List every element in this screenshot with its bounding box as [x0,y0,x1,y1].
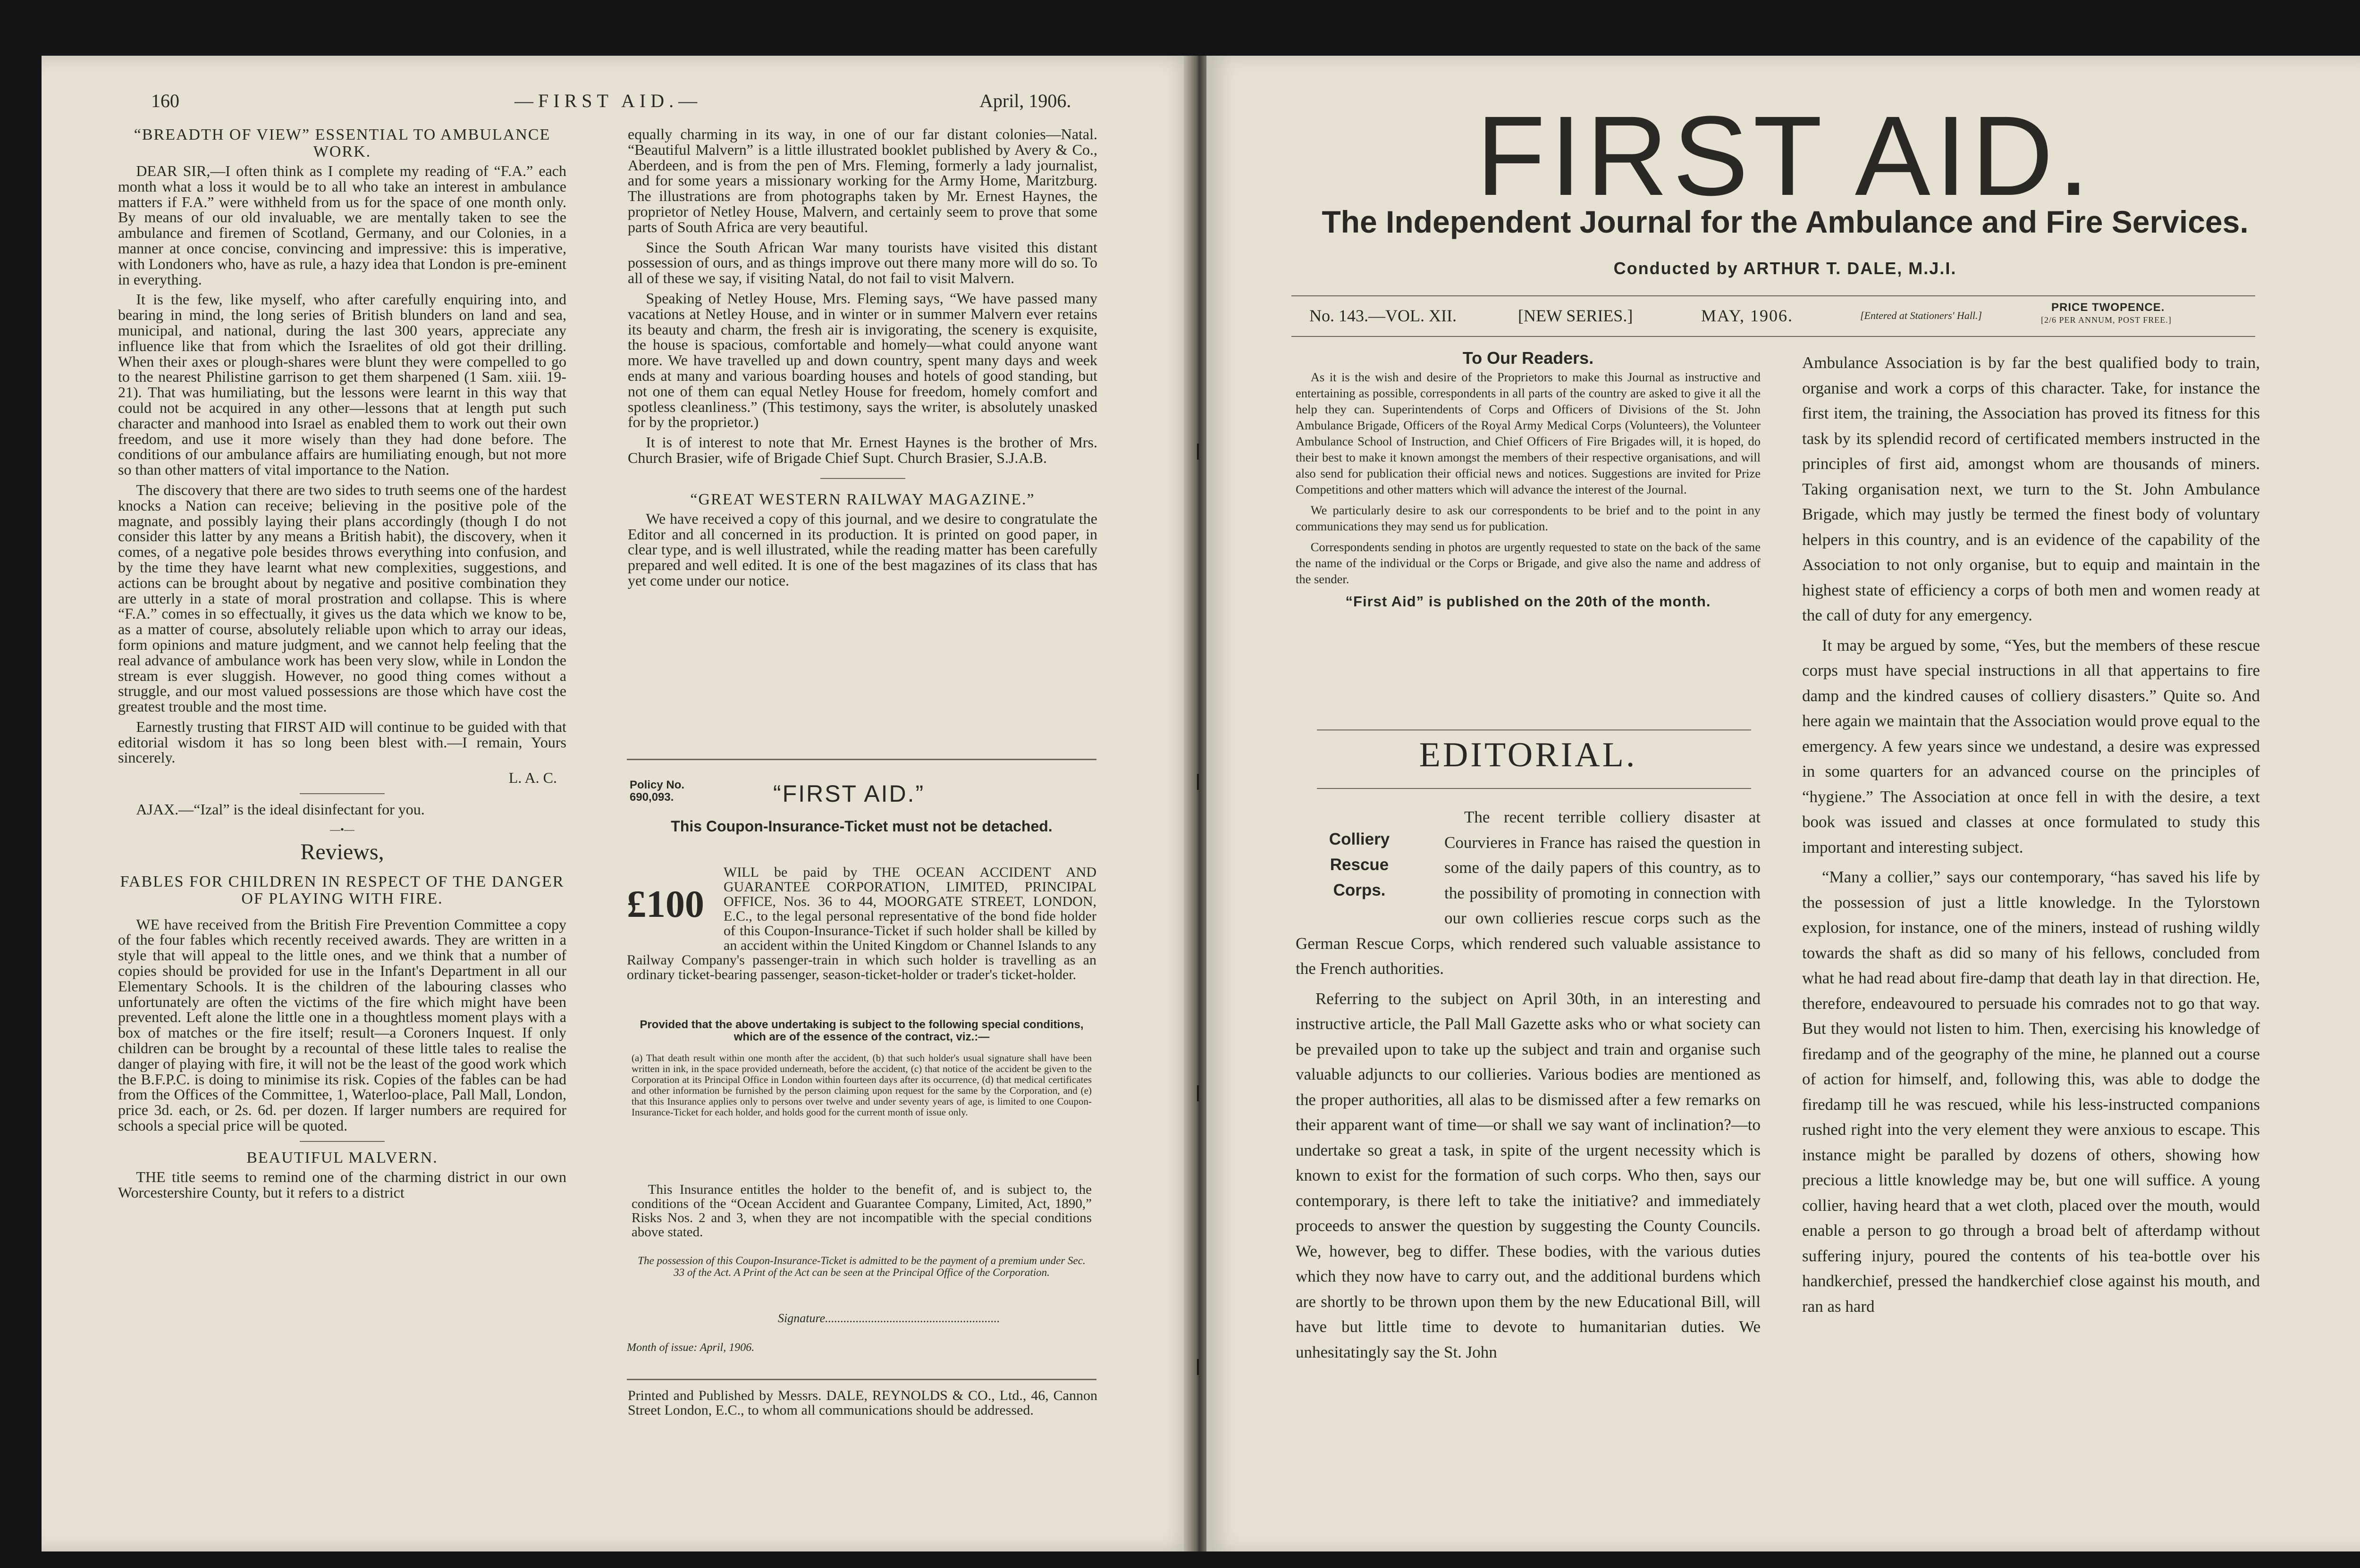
readers-paragraph: We particularly desire to ask our correspondents to be brief and to the point in any communications they may send us for publication. [1296,503,1761,533]
letter-signature: L. A. C. [508,769,557,787]
letter-paragraph: DEAR SIR,—I often think as I complete my reading of “F.A.” each month what a loss it would be to all who take an interest in ambulance matters if F.A.” were withheld from us for the space of one month only. By means of our old invaluable, we are mentally taken to see the ambulance and firemen of Scotland, Germany, and our Colonies, in a manner at once concise, convincing and impressive: this is imperative, with Londoners who, have as rule, a hazy idea that London is pre-eminent in everything. [118,162,566,288]
readers-notice [1296,350,1761,610]
divider [1317,729,1751,730]
amount-space [627,865,724,940]
editorial-column-2 [1802,350,2260,1324]
gwr-title: “GREAT WESTERN RAILWAY MAGAZINE.” [690,490,1035,508]
issue-month: MAY, 1906. [1701,306,1794,325]
conditions-heading: Provided that the above undertaking is subject to the following special conditions, which are of the essence of the contract, viz.:— [640,1018,1084,1043]
masthead-title: FIRST AID. [1476,92,2094,219]
running-title: —FIRST AID.— [514,90,702,111]
coupon-title: “FIRST AID.” [773,780,925,807]
coupon-amount: £100 [627,882,704,925]
letter-title: “BREADTH OF VIEW” ESSENTIAL TO AMBULANCE WORK. [134,126,551,160]
side-heading-line: Colliery [1329,830,1390,848]
side-heading-space [1296,805,1444,927]
month-of-issue: Month of issue: April, 1906. [627,1342,755,1354]
issue-entered: [Entered at Stationers' Hall.] [1860,310,1982,321]
malvern-title: BEAUTIFUL MALVERN. [246,1149,438,1166]
editorial-paragraph: Referring to the subject on April 30th, in an interesting and instructive article, the Pall Mall Gazette asks who or what society can be prevailed upon to take up the subject and train and organise such valuable adjuncts to our collieries. Various bodies are mentioned as the proper authorities, all alas to be dismissed after a few remarks on their apparent want of time—or shall we say want of inclination?—to undertake so great a task, in spite of the urgent necessity which is known to exist for the formation of such corps. Who then, says our contemporary, is there left to take the initiative? and immediately proceeds to answer the question by suggesting the County Councils. We, however, beg to differ. These bodies, with the various duties which they now have to carry out, and the additional burdens which are shortly to be thrown upon them by the new Educational Bill, will have but little time to devote to humanitarian duties. We unhesitatingly say the St. John [1296,989,1761,1361]
divider [1317,788,1751,789]
letter-paragraph: Earnestly trusting that FIRST AID will continue to be guided with that editorial wisdom it has so long been blest with.—I remain, Yours sincerely. [118,718,566,766]
editorial-heading: EDITORIAL. [1419,736,1637,774]
page-number: 160 [151,90,179,111]
fables-title: FABLES FOR CHILDREN IN RESPECT OF THE DANGER OF PLAYING WITH FIRE. [120,872,565,907]
readers-paragraph: As it is the wish and desire of the Proprietors to make this Journal as instructive and entertaining as possible, correspondents in all parts of the country are asked to give it all the help they can. Superintendents of Corps and Officers of Divisions of the St. John Ambulance Brigade, Officers of the Royal Army Medical Corps (Volunteers), the Volunteer Ambulance School of Instruction, and Chief Officers of Fire Brigades will, it is hoped, do their best to make it known amongst the members of their respective organisations, and will also send for publication their official news and notices. Suggestions are invited for Prize Competitions and other matters which will advance the interest of the Journal. [1296,370,1761,496]
binding-stitch [1193,1085,1203,1101]
signature-line: Signature......................................................... [778,1311,1000,1325]
editorial-paragraph: “Many a collier,” says our contemporary, “has saved his life by the possession of just a little knowledge. In the Tylorstown explosion, for instance, one of the miners, instead of rushing wildly towards the shaft as did so many of his fellows, concluded from what he had read about fire-damp that death lay in that direction. He, therefore, endeavoured to persuade his comrades not to go that way. But they would not listen to him. Then, exercising his knowledge of firedamp and of the geography of the mine, he planned out a course of action for himself, and, following this, was able to dodge the firedamp till he was rescued, while his less-instructed companions rushed right into the very element they were anxious to escape. This instance might be paralled by dozens of others, showing how precious a little knowledge may be, but one will suffice. A young collier, having heard that a wet cloth, placed over the mouth, would enable a person to go through a broad belt of afterdamp without suffering injury, poured the contents of his tea-bottle over his handkerchief, pressed the handkerchief close against his mouth, and ran as hard [1802,868,2260,1316]
divider [820,478,905,479]
insurance-coupon [627,759,1096,1380]
published-note: “First Aid” is published on the 20th of the month. [1345,593,1711,610]
conducted-by: Conducted by ARTHUR T. DALE, M.J.I. [1613,259,1957,278]
side-heading-line: Corps. [1333,881,1386,899]
issue-price: PRICE TWOPENCE. [2051,301,2165,314]
coupon-body-wrap [627,865,1096,982]
page-date: April, 1906. [979,90,1071,111]
conditions-text: (a) That death result within one month after the accident, (b) that such holder's usual signature shall have been written in ink, in the space provided underneath, before the accident, (c) that notice of the accident be given to the Corporation at its Principal Office in London within fourteen days after its occurrence, (d) that medical certificates and other information be furnished by the person claiming upon request for the same by the Corporation, and (e) that this Insurance applies only to persons over twelve and under seventy years of age, is limited to one Coupon-Insurance-Ticket for each holder, and holds good for the current month of issue only. [632,1052,1092,1118]
letter-paragraph: The discovery that there are two sides to truth seems one of the hardest knocks a Nation can receive; believing in the positive pole of the magnate, and possibly laying their plans accordingly (though I do not consider this latter by any means a British habit), the discovery, when it comes, of a negative pole besides throws everything into confusion, and by the time they have learnt what new complexities, suggestions, and actions can be brought about by negative and positive combination they are utterly in a state of moral prostration and collapse. This is where “F.A.” comes in so effectually, it gives us the data which we know to be, as a matter of course, absolutely reliable upon which to array our ideas, form opinions and mature judgment, and we cannot help feeling that the real advance of ambulance work has been very slow, while in London the stream is ever sluggish. However, no good thing comes without a struggle, and our most valued possessions are those which have cost the greatest trouble and the most time. [118,481,566,715]
binding-stitch [1193,444,1203,460]
issue-number: No. 143.—VOL. XII. [1309,306,1457,325]
entitles-text: This Insurance entitles the holder to the benefit of, and is subject to, the conditions of the “Ocean Accident and Guarantee Company, Limited, Act, 1890,” Risks Nos. 2 and 3, when they are not incompatible with the special conditions above stated. [632,1182,1092,1240]
fables-text: WE have received from the British Fire Prevention Committee a copy of the four fables which recently received awards. They are written in a style that will appeal to the little ones, and we think that a number of copies should be provided for use in the Infant's Department in all our Elementary Schools. It is the children of the labouring classes who unfortunately are often the victims of the fire which might have been prevented. Left alone the little one in a thoughtless moment plays with a box of matches or the fire itself; result—a Coroners Inquest. If only children can be brought by a recountal of these little tales to realise the danger of playing with fire, it will not be the least of the good work which the B.F.P.C. is doing to minimise its risk. Copies of the fables can be had from the Offices of the Committee, 1, Waterloo-place, Pall Mall, London, price 3d. each, or 2s. 6d. per dozen. If larger numbers are required for schools a special price will be quoted. [118,915,566,1134]
issue-annum: [2/6 PER ANNUM, POST FREE.] [2041,315,2172,325]
editorial-lead: The recent terrible colliery disaster at Courvieres in France has raised the question in some of the daily papers of this country, as to the possibility of promoting in connection with our own collieries rescue corps such as the German Rescue Corps, which rendered such valuable assistance to the French authorities. [1296,808,1761,978]
issue-series: [NEW SERIES.] [1518,306,1633,325]
binding-stitch [1193,774,1203,790]
readers-paragraph: Correspondents sending in photos are urgently requested to state on the back of the same the name of the individual or the Corps or Brigade, and give also the name and address of the sender. [1296,540,1761,586]
masthead-subtitle: The Independent Journal for the Ambulance and Fire Services. [1322,204,2249,239]
ornament-divider: —•— [330,823,354,835]
policy-label: Policy No. [630,779,685,791]
issue-bar [1291,295,2255,337]
binding-stitch [1193,1359,1203,1375]
gwr-text: We have received a copy of this journal, and we desire to congratulate the Editor and all concerned in its production. It is printed on good paper, in clear type, and is well illustrated, while the reading matter has been carefully prepared and well edited. It is one of the best magazines of its class that has yet come under our notice. [628,510,1097,589]
editorial-paragraph: Ambulance Association is by far the best qualified body to train, organise and work a corps of this character. Take, for instance the first item, the training, the Association has proved its fitness for this task by its splendid record of certificated members instructed in the principles of first aid, amongst whom are thousands of miners. Taking organisation next, we turn to the St. John Ambulance Brigade, which may justly be termed the finest body of voluntary helpers in this country, and is an evidence of the capability of the Association to not only organise, but to equip and maintain in the highest state of efficiency a corps of both men and women ready at the call of duty for any emergency. [1802,353,2260,624]
policy-number: 690,093. [630,791,674,804]
editorial-column-1 [1296,805,1761,1369]
coupon-body: WILL be paid by THE OCEAN ACCIDENT AND GUARANTEE CORPORATION, LIMITED, PRINCIPAL OFFICE, Nos. 36 to 44, MOORGATE STREET, LONDON, E.C., to the legal personal representative of the bond fide holder of this Coupon-Insurance-Ticket if such holder shall be killed by an accident within the United Kingdom or Channel Islands to any Railway Company's passenger-train in which such holder is travelling as an ordinary ticket-bearing passenger, season-ticket-holder or trader's ticket-holder. [627,864,1096,982]
ajax-note: AJAX.—“Izal” is the ideal disinfectant for you. [136,801,425,818]
coupon-subtitle: This Coupon-Insurance-Ticket must not be detached. [671,818,1053,835]
printed-notice: Printed and Published by Messrs. DALE, REYNOLDS & CO., Ltd., 46, Cannon Street London, E.C., to whom all communications should be addressed. [628,1388,1097,1418]
letter-paragraph: It is the few, like myself, who after carefully enquiring into, and bearing in mind, the long series of British blunders on land and sea, municipal, and national, during the last 300 years, appreciate any influence like that from which the Israelites of old got their drilling. When their axes or plough-shares were blunt they were compelled to go to the nearest Philistine garrison to get them sharpened (1 Sam. xiii. 19-21). That was humiliating, but the lessons were learnt in this way that could not be acquired in any other—lessons that at length put such character and manhood into Israel as enabled them to work out their own freedom, and use it more wisely than they had done before. The conditions of our ambulance affairs are humiliating enough, but not more so than other matters of vital importance to the Nation. [118,291,566,478]
reviews-heading: Reviews, [300,839,384,864]
left-column-2 [628,126,1097,593]
readers-heading: To Our Readers. [1462,348,1594,368]
divider [300,1141,385,1142]
malvern-paragraph: It is of interest to note that Mr. Ernest Haynes is the brother of Mrs. Church Brasier, wife of Brigade Chief Supt. Church Brasier, S.J.A.B. [628,434,1097,466]
malvern-paragraph: equally charming in its way, in one of our far distant colonies—Natal. “Beautiful Malvern” is a little illustrated booklet published by Avery & Co., Aberdeen, and is from the pen of Mrs. Fleming, formerly a lady journalist, and for some years a missionary working for the Army Home, Maritzburg. The illustrations are from photographs taken by Mr. Ernest Haynes, the proprietor of Netley House, Malvern, and certainly seem to prove that some parts of South Africa are very beautiful. [628,126,1097,235]
malvern-paragraph: Since the South African War many tourists have visited this distant possession of ours, and as things improve out there many more will do so. To all of these we say, if visiting Natal, do not fail to visit Malvern. [628,238,1097,287]
malvern-paragraph: Speaking of Netley House, Mrs. Fleming says, “We have passed many vacations at Netley House, and in winter or in summer Malvern ever retains its beauty and charm, the fresh air is invigorating, the scenery is exquisite, the house is spacious, comfortable and homely—what could anyone want more. We have travelled up and down country, spent many days and week ends at many and various boarding houses and hotels of good standing, but not one of them can equal Netley House for freedom, homely comfort and spotless cleanliness.” (This testimony, says the writer, is absolutely unasked for by the proprietor.) [628,289,1097,431]
divider [300,793,385,794]
side-heading-line: Rescue [1330,855,1389,874]
editorial-paragraph: It may be argued by some, “Yes, but the members of these rescue corps must have special instructions in all that appertains to fire damp and the kindred causes of colliery disasters.” Quite so. And here again we maintain that the Association would prove equal to the emergency. A few years since we undestand, a desire was expressed in some quarters for an advanced course on the principles of “hygiene.” The Association at once fell in with the desire, a text book was issued and classes at once formulated to study this important and interesting subject. [1802,636,2260,856]
malvern-text: THE title seems to remind one of the charming district in our own Worcestershire County, but it refers to a district [118,1168,566,1201]
possession-text: The possession of this Coupon-Insurance-Ticket is admitted to be the payment of a premium under Sec. 33 of the Act. A Print of the Act can be seen at the Principal Office of the Corporation. [638,1255,1086,1278]
left-column-1 [118,126,566,1205]
